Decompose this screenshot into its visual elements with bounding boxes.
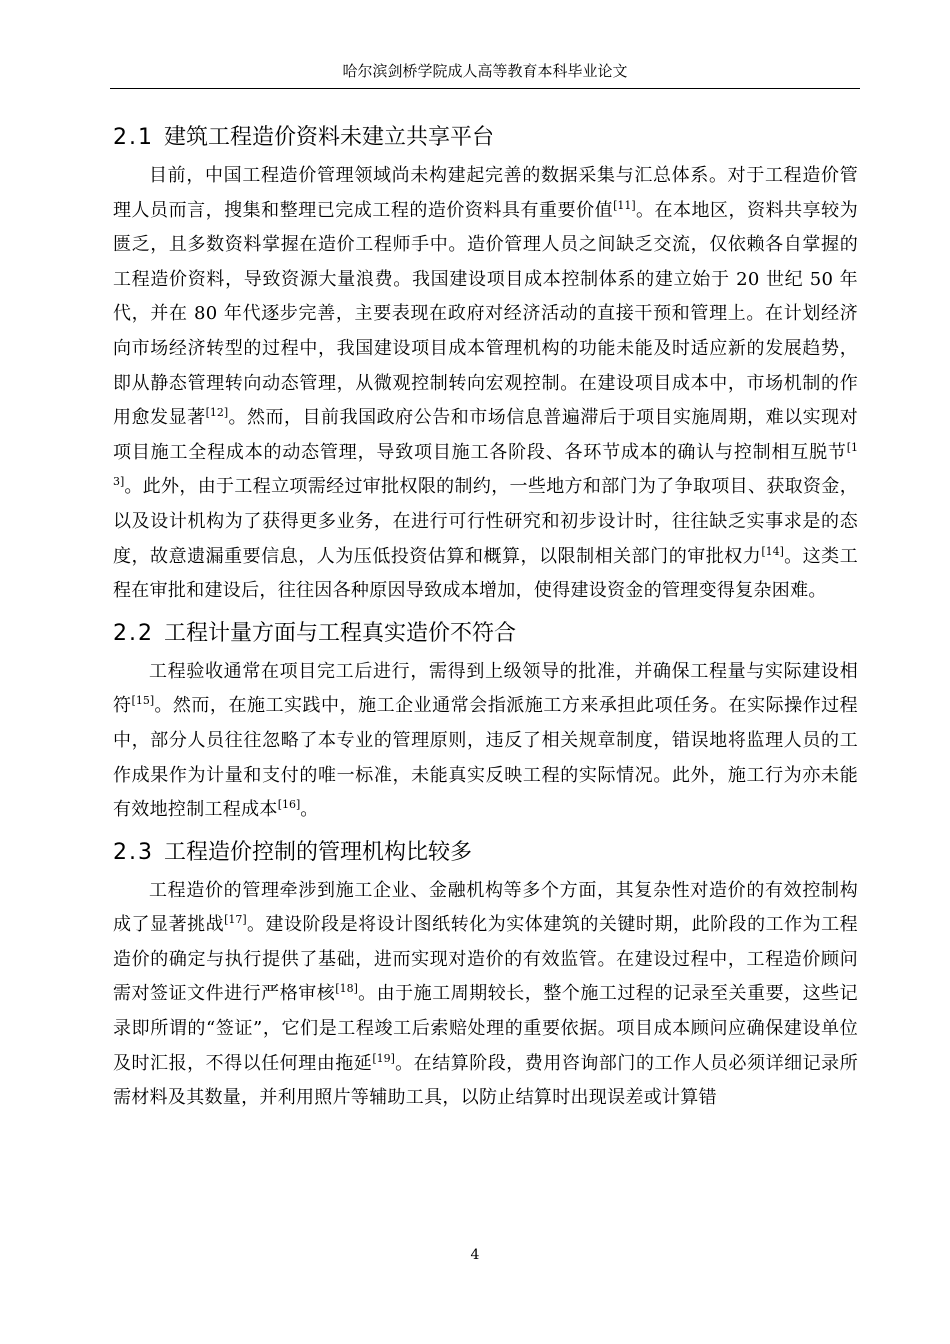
page-number: 4 (470, 1247, 480, 1263)
citation: [16] (277, 798, 301, 812)
text-run: 。由于施工周期较长，整个施工过程的记录至关重要，这些记录即所谓的“签证”，它们是工程竣工后索赔处理的重要依据。项目成本顾问应确保建设单位及时汇报，不得以任何理由拖延 (113, 983, 858, 1074)
text-run: 。然而，目前我国政府公告和市场信息普遍滞后于项目实施周期，难以实现对项目施工全程成本的动态管理，导致项目施工各阶段、各环节成本的确认与控制相互脱节 (113, 407, 859, 463)
section-heading (113, 832, 858, 874)
text-run: 工程造价的管理牵涉到施工企业、金融机构等多个方面，其复杂性对造价的有效控制构成了显著挑战 (113, 879, 858, 936)
header-rule (110, 88, 860, 89)
citation: [15] (131, 694, 155, 708)
section-paragraph (113, 159, 858, 609)
section-2-2 (113, 613, 858, 828)
text-run: 。 (300, 799, 319, 821)
section-number: 2.1 (113, 125, 154, 150)
page-body (113, 117, 858, 1118)
running-header: 哈尔滨剑桥学院成人高等教育本科毕业论文 (342, 62, 628, 80)
citation: [12] (205, 406, 229, 420)
citation: [19] (372, 1051, 395, 1065)
citation: [14] (761, 544, 784, 558)
section-title: 建筑工程造价资料未建立共享平台 (164, 125, 495, 150)
section-paragraph (113, 874, 858, 1116)
text-run: 。然而，在施工实践中，施工企业通常会指派施工方来承担此项任务。在实际操作过程中，部分人员往往忽略了本专业的管理原则，违反了相关规章制度，错误地将监理人员的工作成果作为计量和支付的唯一标准，未能真实反映工程的实际情况。此外，施工行为亦未能有效地控制工程成本 (113, 695, 858, 821)
section-paragraph (113, 655, 858, 828)
text-run: 。在结算阶段，费用咨询部门的工作人员必须详细记录所需材料及其数量，并利用照片等辅助工具，以防止结算时出现误差或计算错 (113, 1052, 858, 1109)
text-run: 。在本地区，资料共享较为匮乏，且多数资料掌握在造价工程师手中。造价管理人员之间缺乏交流，仅依赖各自掌握的工程造价资料，导致资源大量浪费。我国建设项目成本控制体系的建立始于 20 世纪 50 年代，并在 80 年代逐步完善，主要表现在政府对经济活动的直接干预和管理上。在计划经济向市场经济转型的过程中，我国建设项目成本管理机构的功能未能及时适应新的发展趋势，即从静态管理转向动态管理，从微观控制转向宏观控制。在建设项目成本中，市场机制的作用愈发显著 (113, 199, 858, 429)
citation: [13] (113, 440, 858, 489)
section-title: 工程计量方面与工程真实造价不符合 (164, 620, 517, 646)
section-2-1 (113, 117, 858, 609)
text-run: 。建设阶段是将设计图纸转化为实体建筑的关键时期，此阶段的工作为工程造价的确定与执行提供了基础，进而实现对造价的有效监管。在建设过程中，工程造价顾问需对签证文件进行严格审核 (113, 914, 858, 1005)
text-run: 。这类工程在审批和建设后，往往因各种原因导致成本增加，使得建设资金的管理变得复杂困难。 (113, 545, 858, 602)
section-number: 2.3 (113, 839, 154, 865)
section-number: 2.2 (113, 620, 154, 646)
section-heading (113, 613, 858, 655)
text-run: 。此外，由于工程立项需经过审批权限的制约，一些地方和部门为了争取项目、获取资金，以及设计机构为了获得更多业务，在进行可行性研究和初步设计时，往往缺乏实事求是的态度，故意遗漏重要信息，人为压低投资估算和概算，以限制相关部门的审批权力 (113, 476, 858, 567)
section-heading (113, 117, 858, 159)
section-2-3 (113, 832, 858, 1116)
text-run: 工程验收通常在项目完工后进行，需得到上级领导的批准，并确保工程量与实际建设相符 (113, 660, 858, 717)
citation: [11] (613, 198, 636, 212)
citation: [17] (224, 913, 247, 927)
section-title: 工程造价控制的管理机构比较多 (164, 839, 473, 865)
text-run: 目前，中国工程造价管理领域尚未构建起完善的数据采集与汇总体系。对于工程造价管理人员而言，搜集和整理已完成工程的造价资料具有重要价值 (113, 165, 858, 221)
citation: [18] (335, 982, 358, 996)
